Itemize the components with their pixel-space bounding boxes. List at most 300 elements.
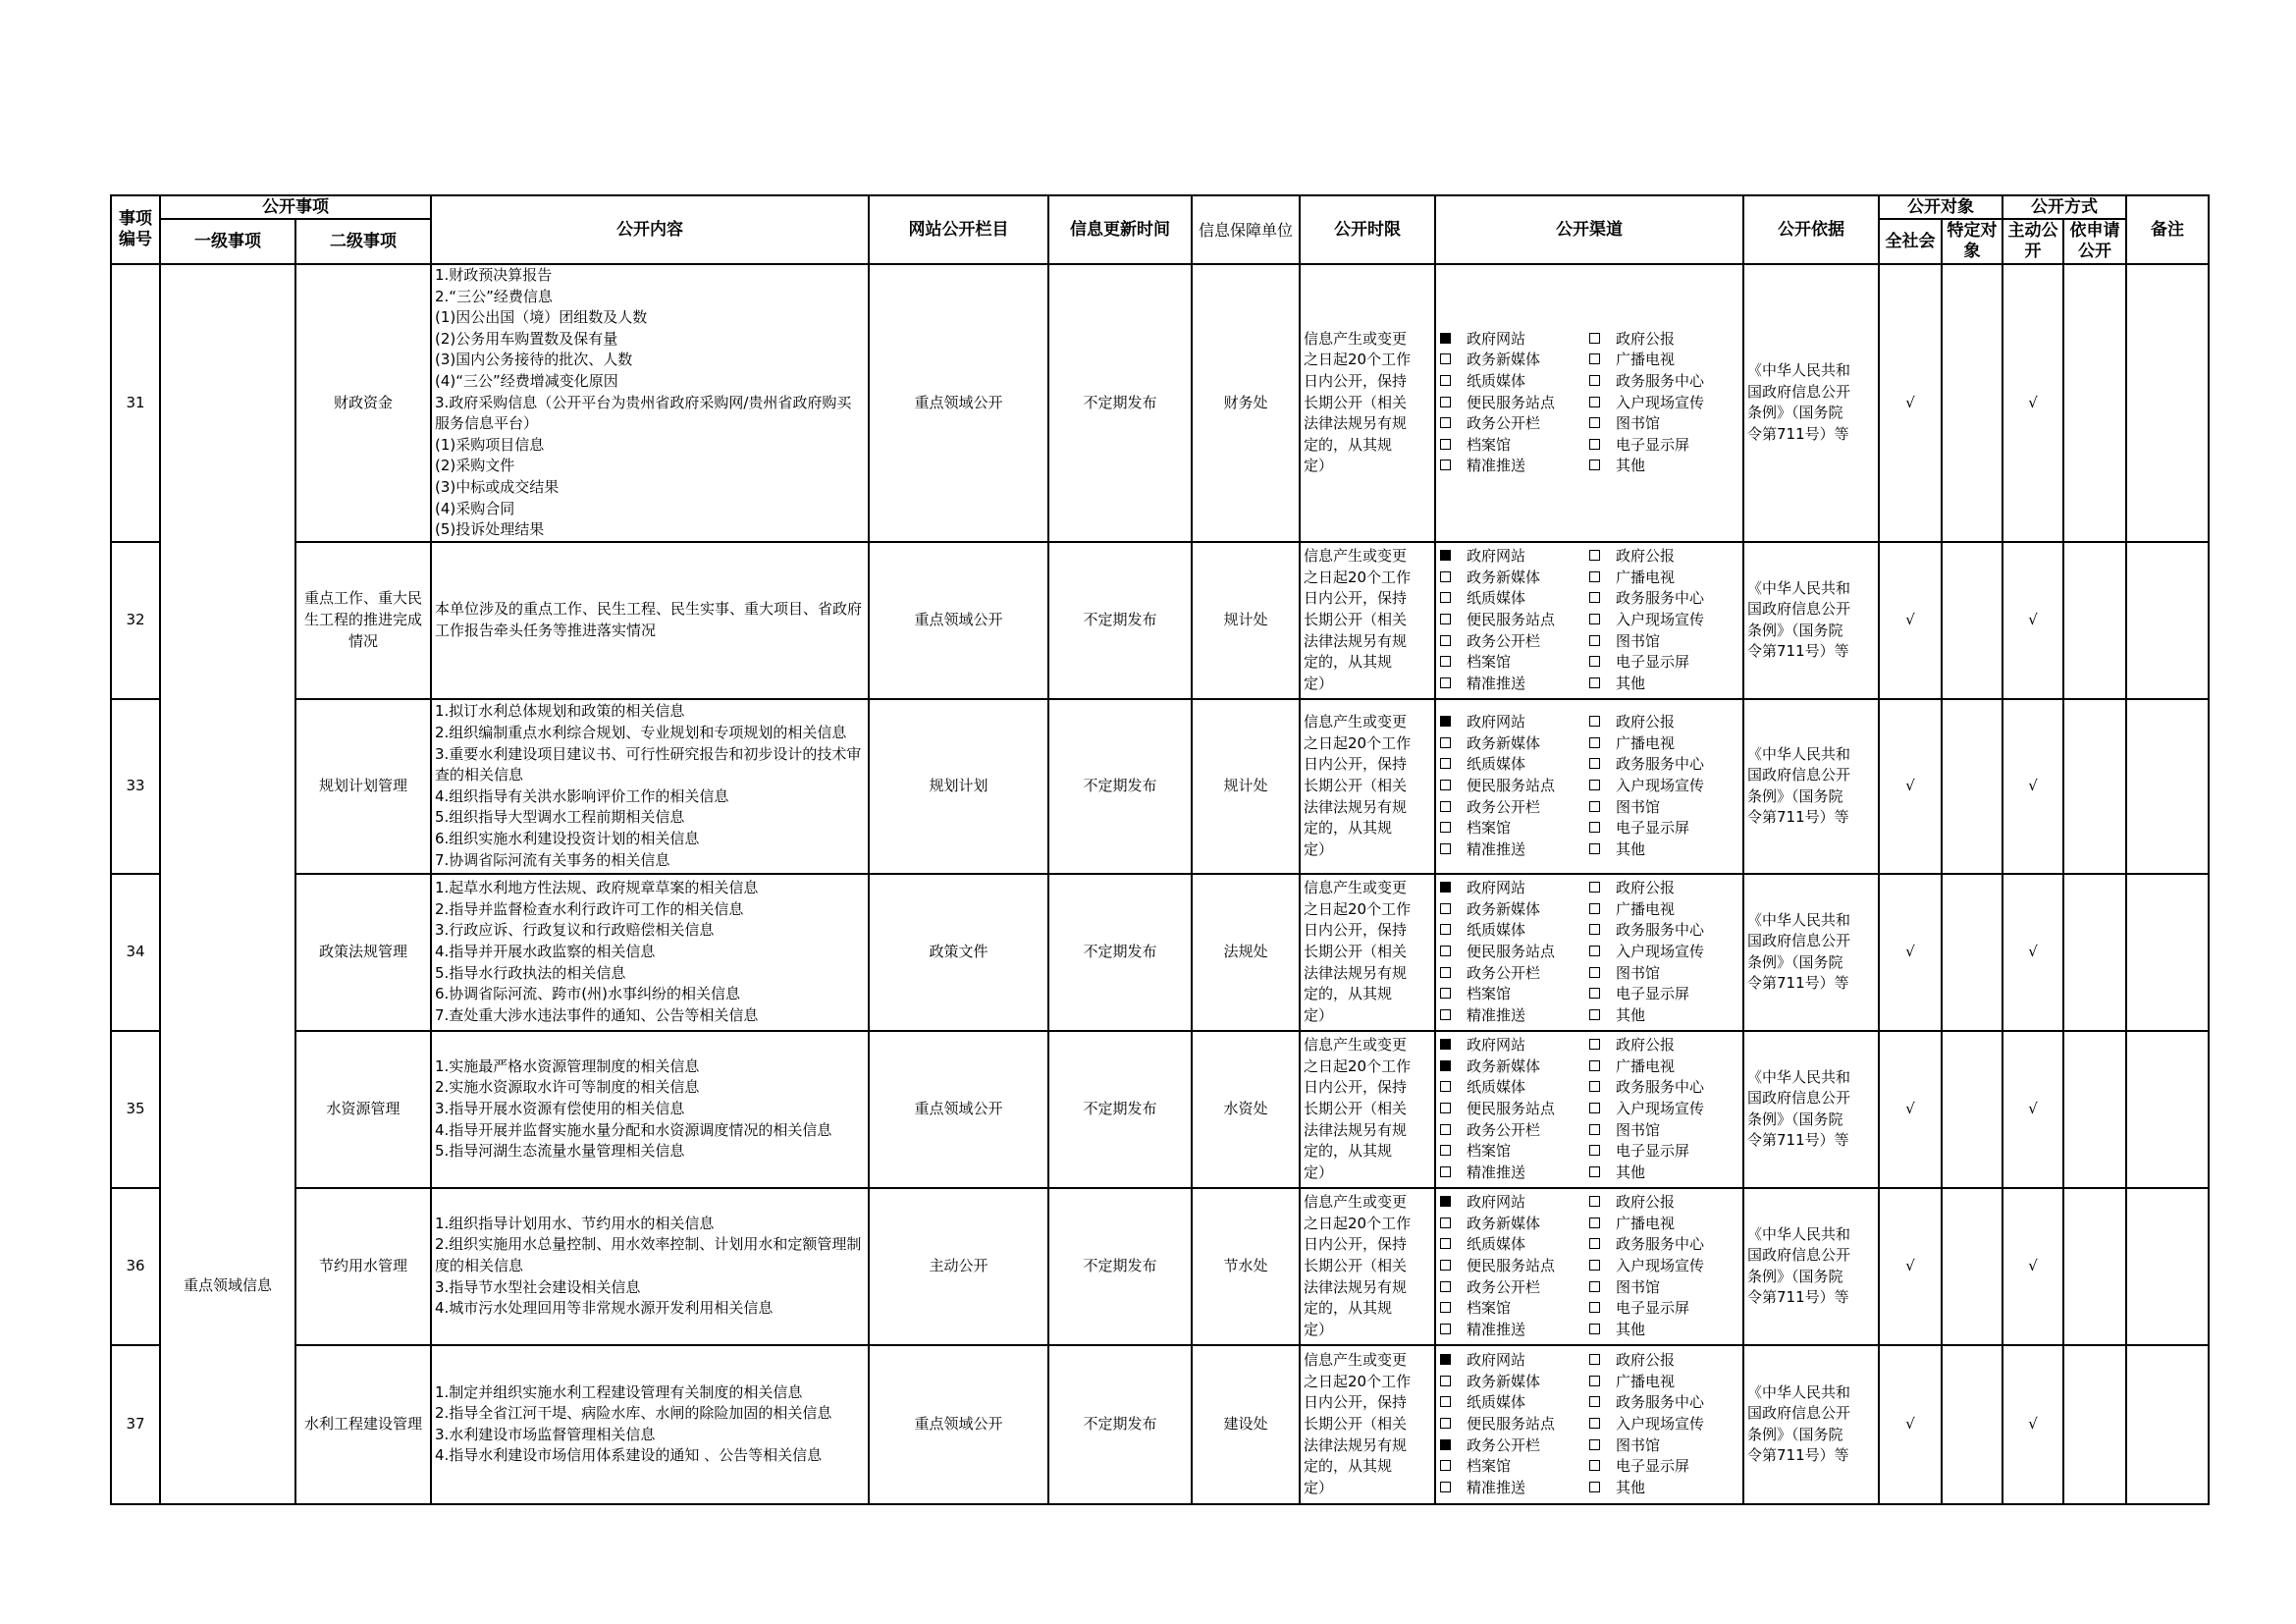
item-no: 35 <box>111 1031 160 1188</box>
content-line: (3)中标或成交结果 <box>435 477 560 496</box>
time-limit-line: 长期公开（相关 <box>1304 1256 1408 1274</box>
content-cell <box>431 1345 869 1504</box>
basis-line: 令第711号）等 <box>1747 642 1849 661</box>
remark-cell <box>2126 542 2209 699</box>
unchecked-box-icon <box>1589 439 1600 450</box>
table-row <box>111 699 2209 874</box>
update-time: 不定期发布 <box>1048 874 1192 1031</box>
unchecked-box-icon <box>1589 550 1600 561</box>
time-limit-line: 信息产生或变更 <box>1304 329 1408 348</box>
time-limit-line: 信息产生或变更 <box>1304 1193 1408 1212</box>
channel-label: 其他 <box>1616 674 1646 692</box>
unchecked-box-icon <box>1589 1354 1600 1365</box>
content-line: 3.政府采购信息（公开平台为贵州省政府采购网/贵州省政府购买服务信息平台） <box>435 393 852 433</box>
channel-label: 广播电视 <box>1616 733 1676 752</box>
time-limit-line: 定的，从其规 <box>1304 985 1393 1003</box>
time-limit-line: 定） <box>1304 1478 1334 1496</box>
channel-option <box>1589 1478 1738 1499</box>
active-disclosure-check: √ <box>2002 699 2063 874</box>
unchecked-box-icon <box>1440 1009 1451 1020</box>
channel-label: 政务新媒体 <box>1467 733 1541 752</box>
unchecked-box-icon <box>1440 1145 1451 1156</box>
channel-option <box>1589 712 1738 733</box>
unchecked-box-icon <box>1440 988 1451 999</box>
unchecked-box-icon <box>1440 1302 1451 1313</box>
unchecked-box-icon <box>1589 882 1600 893</box>
unchecked-box-icon <box>1589 397 1600 407</box>
unchecked-box-icon <box>1440 1482 1451 1492</box>
remark-cell <box>2126 1188 2209 1345</box>
unchecked-box-icon <box>1440 780 1451 790</box>
channel-label: 电子显示屏 <box>1616 985 1690 1003</box>
time-limit-line: 之日起20个工作 <box>1304 899 1412 918</box>
unchecked-box-icon <box>1440 1238 1451 1249</box>
channel-label: 政务服务中心 <box>1616 921 1705 940</box>
unchecked-box-icon <box>1440 1260 1451 1271</box>
channel-label: 广播电视 <box>1616 1056 1676 1075</box>
unchecked-box-icon <box>1440 924 1451 935</box>
channel-option <box>1589 1005 1738 1027</box>
channel-option <box>1440 1298 1589 1320</box>
content-line: 1.起草水利地方性法规、政府规章草案的相关信息 <box>435 879 759 897</box>
channel-option <box>1589 371 1738 393</box>
channel-option <box>1440 1192 1589 1214</box>
channel-label: 政务新媒体 <box>1467 568 1541 586</box>
specific-target-cell <box>1942 699 2002 874</box>
unchecked-box-icon <box>1589 571 1600 582</box>
channel-option <box>1440 797 1589 819</box>
content-line: 1.拟订水利总体规划和政策的相关信息 <box>435 702 685 721</box>
channel-option <box>1440 1005 1589 1027</box>
specific-target-cell <box>1942 874 2002 1031</box>
unchecked-box-icon <box>1589 1460 1600 1471</box>
unchecked-box-icon <box>1440 903 1451 914</box>
channel-label: 图书馆 <box>1616 1277 1661 1296</box>
unchecked-box-icon <box>1440 1081 1451 1092</box>
unchecked-box-icon <box>1589 780 1600 790</box>
channel-option <box>1589 1298 1738 1320</box>
unchecked-box-icon <box>1589 1482 1600 1492</box>
basis-line: 国政府信息公开 <box>1747 766 1851 785</box>
channel-option <box>1440 610 1589 631</box>
time-limit-line: 之日起20个工作 <box>1304 568 1412 586</box>
channel-label: 便民服务站点 <box>1467 776 1556 794</box>
checked-box-icon <box>1440 882 1451 893</box>
channel-label: 广播电视 <box>1616 899 1676 918</box>
channel-option <box>1589 631 1738 653</box>
channel-option <box>1589 413 1738 435</box>
channel-label: 便民服务站点 <box>1467 610 1556 628</box>
basis-line: 条例》（国务院 <box>1747 1425 1843 1443</box>
channel-option <box>1589 1099 1738 1120</box>
channel-label: 广播电视 <box>1616 351 1676 369</box>
unchecked-box-icon <box>1589 988 1600 999</box>
on-request-cell <box>2063 264 2126 542</box>
channel-option <box>1440 1320 1589 1341</box>
website-column: 重点领域公开 <box>869 542 1048 699</box>
unchecked-box-icon <box>1589 843 1600 854</box>
unchecked-box-icon <box>1589 1376 1600 1386</box>
time-limit-line: 信息产生或变更 <box>1304 547 1408 566</box>
basis-cell <box>1743 874 1879 1031</box>
content-line: 4.指导并开展水政监察的相关信息 <box>435 942 656 960</box>
channel-option <box>1440 1214 1589 1235</box>
channel-cell <box>1435 1345 1743 1504</box>
channel-option <box>1589 878 1738 899</box>
time-limit-cell <box>1300 542 1435 699</box>
channel-option <box>1440 1056 1589 1078</box>
channel-option <box>1589 1435 1738 1457</box>
website-column: 重点领域公开 <box>869 1345 1048 1504</box>
channel-label: 政务新媒体 <box>1467 351 1541 369</box>
active-disclosure-check: √ <box>2002 1188 2063 1345</box>
channel-label: 政务新媒体 <box>1467 1214 1541 1232</box>
channel-label: 档案馆 <box>1467 819 1512 838</box>
channel-option <box>1589 588 1738 610</box>
unchecked-box-icon <box>1589 353 1600 364</box>
channel-option <box>1440 754 1589 776</box>
basis-line: 国政府信息公开 <box>1747 932 1851 950</box>
specific-target-cell <box>1942 1188 2002 1345</box>
remark-cell <box>2126 1345 2209 1504</box>
channel-label: 政务新媒体 <box>1467 1372 1541 1390</box>
content-cell <box>431 264 869 542</box>
channel-label: 图书馆 <box>1616 1120 1661 1139</box>
header-public-items: 公开事项 <box>160 195 431 219</box>
checked-box-icon <box>1440 1354 1451 1365</box>
time-limit-line: 定） <box>1304 1163 1334 1181</box>
on-request-cell <box>2063 1188 2126 1345</box>
unchecked-box-icon <box>1589 946 1600 956</box>
whole-society-check: √ <box>1879 542 1942 699</box>
time-limit-line: 定的，从其规 <box>1304 1142 1393 1161</box>
update-time: 不定期发布 <box>1048 542 1192 699</box>
time-limit-line: 定） <box>1304 457 1334 475</box>
channel-label: 电子显示屏 <box>1616 1457 1690 1476</box>
time-limit-line: 定） <box>1304 674 1334 692</box>
header-level1: 一级事项 <box>160 219 295 264</box>
checked-box-icon <box>1440 1039 1451 1050</box>
channel-label: 政府网站 <box>1467 1351 1526 1370</box>
level2-item: 节约用水管理 <box>295 1188 431 1345</box>
unchecked-box-icon <box>1589 737 1600 748</box>
level2-item: 水利工程建设管理 <box>295 1345 431 1504</box>
channel-option <box>1440 1234 1589 1256</box>
time-limit-line: 日内公开，保持 <box>1304 1235 1408 1254</box>
channel-label: 纸质媒体 <box>1467 1235 1526 1254</box>
channel-option <box>1589 435 1738 457</box>
channel-cell <box>1435 1188 1743 1345</box>
content-line: 7.协调省际河流有关事务的相关信息 <box>435 850 670 869</box>
update-time: 不定期发布 <box>1048 1345 1192 1504</box>
channel-label: 入户现场宣传 <box>1616 942 1705 960</box>
on-request-cell <box>2063 699 2126 874</box>
channel-option <box>1589 1120 1738 1142</box>
header-remark: 备注 <box>2126 195 2209 264</box>
unchecked-box-icon <box>1440 1418 1451 1429</box>
channel-option <box>1589 456 1738 477</box>
unchecked-box-icon <box>1440 592 1451 603</box>
content-line: 3.指导节水型社会建设相关信息 <box>435 1277 641 1296</box>
basis-line: 《中华人民共和 <box>1747 1382 1851 1401</box>
channel-option <box>1440 674 1589 695</box>
time-limit-line: 日内公开，保持 <box>1304 371 1408 390</box>
channel-label: 电子显示屏 <box>1616 819 1690 838</box>
specific-target-cell <box>1942 542 2002 699</box>
channel-cell <box>1435 874 1743 1031</box>
unchecked-box-icon <box>1440 656 1451 667</box>
item-no: 33 <box>111 699 160 874</box>
content-line: (2)公务用车购置数及保有量 <box>435 329 618 348</box>
unchecked-box-icon <box>1440 1281 1451 1292</box>
channel-option <box>1440 1256 1589 1277</box>
unchecked-box-icon <box>1589 967 1600 978</box>
channel-label: 政府网站 <box>1467 1036 1526 1055</box>
channel-option <box>1440 942 1589 963</box>
time-limit-line: 信息产生或变更 <box>1304 713 1408 731</box>
unchecked-box-icon <box>1440 1124 1451 1135</box>
unchecked-box-icon <box>1589 375 1600 386</box>
specific-target-cell <box>1942 1345 2002 1504</box>
channel-label: 广播电视 <box>1616 1372 1676 1390</box>
basis-line: 国政府信息公开 <box>1747 382 1851 401</box>
content-line: 5.指导河湖生态流量水量管理相关信息 <box>435 1142 685 1161</box>
checked-box-icon <box>1440 1439 1451 1450</box>
time-limit-cell <box>1300 1031 1435 1188</box>
channel-label: 纸质媒体 <box>1467 371 1526 390</box>
header-update-time: 信息更新时间 <box>1048 195 1192 264</box>
channel-option <box>1589 1414 1738 1435</box>
time-limit-line: 法律法规另有规 <box>1304 797 1408 816</box>
channel-label: 精准推送 <box>1467 1163 1526 1181</box>
content-cell <box>431 699 869 874</box>
basis-line: 《中华人民共和 <box>1747 1224 1851 1243</box>
channel-label: 其他 <box>1616 839 1646 858</box>
channel-option <box>1440 1077 1589 1099</box>
content-line: (1)采购项目信息 <box>435 435 545 454</box>
channel-label: 档案馆 <box>1467 1299 1512 1318</box>
time-limit-line: 日内公开，保持 <box>1304 1078 1408 1097</box>
time-limit-line: 法律法规另有规 <box>1304 631 1408 650</box>
channel-option <box>1589 1372 1738 1393</box>
channel-label: 档案馆 <box>1467 653 1512 672</box>
channel-option <box>1440 546 1589 568</box>
time-limit-line: 定的，从其规 <box>1304 819 1393 838</box>
responsible-unit: 节水处 <box>1192 1188 1300 1345</box>
channel-label: 精准推送 <box>1467 839 1526 858</box>
header-target: 公开对象 <box>1879 195 2002 219</box>
channel-label: 其他 <box>1616 1163 1646 1181</box>
active-disclosure-check: √ <box>2002 542 2063 699</box>
time-limit-line: 长期公开（相关 <box>1304 1099 1408 1117</box>
table-row <box>111 264 2209 542</box>
header-column: 网站公开栏目 <box>869 195 1048 264</box>
channel-label: 政务服务中心 <box>1616 1078 1705 1097</box>
basis-line: 令第711号）等 <box>1747 424 1849 443</box>
time-limit-line: 之日起20个工作 <box>1304 1372 1412 1390</box>
content-line: (1)因公出国（境）团组数及人数 <box>435 308 648 327</box>
content-line: 4.指导开展并监督实施水量分配和水资源调度情况的相关信息 <box>435 1120 832 1139</box>
channel-option <box>1589 797 1738 819</box>
unchecked-box-icon <box>1440 1396 1451 1407</box>
channel-label: 便民服务站点 <box>1467 1256 1556 1274</box>
time-limit-line: 定的，从其规 <box>1304 435 1393 454</box>
channel-label: 档案馆 <box>1467 1457 1512 1476</box>
unchecked-box-icon <box>1589 1302 1600 1313</box>
content-cell <box>431 1188 869 1345</box>
channel-label: 政务服务中心 <box>1616 589 1705 608</box>
time-limit-line: 信息产生或变更 <box>1304 1036 1408 1055</box>
time-limit-line: 日内公开，保持 <box>1304 755 1408 774</box>
channel-label: 入户现场宣传 <box>1616 776 1705 794</box>
content-line: 本单位涉及的重点工作、民生工程、民生实事、重大项目、省政府工作报告牵头任务等推进落实情况 <box>435 600 863 639</box>
channel-option <box>1589 393 1738 414</box>
channel-option <box>1589 1192 1738 1214</box>
channel-option <box>1440 631 1589 653</box>
content-line: (5)投诉处理结果 <box>435 520 545 539</box>
channel-option <box>1440 413 1589 435</box>
channel-label: 政务公开栏 <box>1467 1120 1541 1139</box>
content-line: 1.制定并组织实施水利工程建设管理有关制度的相关信息 <box>435 1382 803 1401</box>
content-line: 1.实施最严格水资源管理制度的相关信息 <box>435 1056 700 1075</box>
active-disclosure-check: √ <box>2002 1345 2063 1504</box>
channel-label: 电子显示屏 <box>1616 653 1690 672</box>
website-column: 重点领域公开 <box>869 264 1048 542</box>
header-whole-society: 全社会 <box>1879 219 1942 264</box>
unchecked-box-icon <box>1589 1124 1600 1135</box>
responsible-unit: 建设处 <box>1192 1345 1300 1504</box>
content-line: 2.实施水资源取水许可等制度的相关信息 <box>435 1078 700 1097</box>
time-limit-cell <box>1300 699 1435 874</box>
unchecked-box-icon <box>1440 1166 1451 1177</box>
unchecked-box-icon <box>1589 1145 1600 1156</box>
channel-option <box>1440 899 1589 921</box>
channel-option <box>1440 371 1589 393</box>
responsible-unit: 规计处 <box>1192 542 1300 699</box>
channel-label: 图书馆 <box>1616 797 1661 816</box>
item-no: 36 <box>111 1188 160 1345</box>
basis-line: 令第711号）等 <box>1747 1288 1849 1307</box>
time-limit-line: 信息产生或变更 <box>1304 1351 1408 1370</box>
channel-label: 入户现场宣传 <box>1616 393 1705 411</box>
channel-option <box>1440 1392 1589 1414</box>
update-time: 不定期发布 <box>1048 264 1192 542</box>
unchecked-box-icon <box>1589 1081 1600 1092</box>
active-disclosure-check: √ <box>2002 264 2063 542</box>
channel-label: 政务服务中心 <box>1616 1235 1705 1254</box>
item-no: 34 <box>111 874 160 1031</box>
table-row <box>111 1031 2209 1188</box>
channel-label: 图书馆 <box>1616 1435 1661 1454</box>
channel-option <box>1589 754 1738 776</box>
content-line: 3.指导开展水资源有偿使用的相关信息 <box>435 1099 685 1117</box>
time-limit-line: 长期公开（相关 <box>1304 942 1408 960</box>
time-limit-line: 法律法规另有规 <box>1304 1435 1408 1454</box>
channel-label: 电子显示屏 <box>1616 435 1690 454</box>
unchecked-box-icon <box>1589 822 1600 833</box>
time-limit-line: 定的，从其规 <box>1304 1299 1393 1318</box>
unchecked-box-icon <box>1589 1418 1600 1429</box>
channel-option <box>1589 1234 1738 1256</box>
unchecked-box-icon <box>1440 375 1451 386</box>
channel-option <box>1440 1414 1589 1435</box>
content-line: (3)国内公务接待的批次、人数 <box>435 351 633 369</box>
channel-option <box>1589 1163 1738 1184</box>
channel-option <box>1589 1035 1738 1056</box>
channel-cell <box>1435 1031 1743 1188</box>
unchecked-box-icon <box>1589 1439 1600 1450</box>
channel-label: 其他 <box>1616 1478 1646 1496</box>
unchecked-box-icon <box>1589 1196 1600 1207</box>
time-limit-line: 法律法规另有规 <box>1304 1277 1408 1296</box>
unchecked-box-icon <box>1440 758 1451 769</box>
time-limit-line: 法律法规另有规 <box>1304 414 1408 433</box>
header-level2: 二级事项 <box>295 219 431 264</box>
channel-option <box>1440 456 1589 477</box>
time-limit-line: 定） <box>1304 1005 1334 1024</box>
header-basis: 公开依据 <box>1743 195 1879 264</box>
unchecked-box-icon <box>1589 460 1600 470</box>
channel-label: 入户现场宣传 <box>1616 1256 1705 1274</box>
channel-label: 便民服务站点 <box>1467 1414 1556 1433</box>
channel-cell <box>1435 699 1743 874</box>
table-row <box>111 874 2209 1031</box>
unchecked-box-icon <box>1589 333 1600 344</box>
channel-option <box>1440 435 1589 457</box>
header-item-no: 事项编号 <box>111 195 160 264</box>
unchecked-box-icon <box>1589 417 1600 428</box>
content-cell <box>431 874 869 1031</box>
channel-option <box>1440 963 1589 985</box>
channel-option <box>1440 1435 1589 1457</box>
basis-cell <box>1743 1031 1879 1188</box>
basis-line: 《中华人民共和 <box>1747 910 1851 929</box>
checked-box-icon <box>1440 716 1451 727</box>
content-line: 2.指导全省江河干堤、病险水库、水闸的除险加固的相关信息 <box>435 1404 832 1423</box>
channel-label: 政府公报 <box>1616 1351 1676 1370</box>
time-limit-line: 之日起20个工作 <box>1304 1056 1412 1075</box>
remark-cell <box>2126 1031 2209 1188</box>
responsible-unit: 规计处 <box>1192 699 1300 874</box>
responsible-unit: 水资处 <box>1192 1031 1300 1188</box>
channel-option <box>1589 1214 1738 1235</box>
channel-option <box>1589 329 1738 351</box>
channel-option <box>1589 1392 1738 1414</box>
header-channel: 公开渠道 <box>1435 195 1743 264</box>
header-unit: 信息保障单位 <box>1192 195 1300 264</box>
channel-label: 政府公报 <box>1616 879 1676 897</box>
content-line: 6.组织实施水利建设投资计划的相关信息 <box>435 829 700 847</box>
whole-society-check: √ <box>1879 874 1942 1031</box>
basis-cell <box>1743 1345 1879 1504</box>
channel-option <box>1589 1350 1738 1372</box>
website-column: 政策文件 <box>869 874 1048 1031</box>
channel-option <box>1589 674 1738 695</box>
basis-cell <box>1743 1188 1879 1345</box>
basis-cell <box>1743 264 1879 542</box>
unchecked-box-icon <box>1589 1281 1600 1292</box>
channel-label: 电子显示屏 <box>1616 1142 1690 1161</box>
unchecked-box-icon <box>1440 1460 1451 1471</box>
basis-line: 条例》（国务院 <box>1747 786 1843 805</box>
channel-label: 政务服务中心 <box>1616 371 1705 390</box>
channel-label: 便民服务站点 <box>1467 1099 1556 1117</box>
channel-option <box>1589 1077 1738 1099</box>
channel-option <box>1589 568 1738 589</box>
whole-society-check: √ <box>1879 1188 1942 1345</box>
channel-option <box>1589 776 1738 797</box>
website-column: 规划计划 <box>869 699 1048 874</box>
